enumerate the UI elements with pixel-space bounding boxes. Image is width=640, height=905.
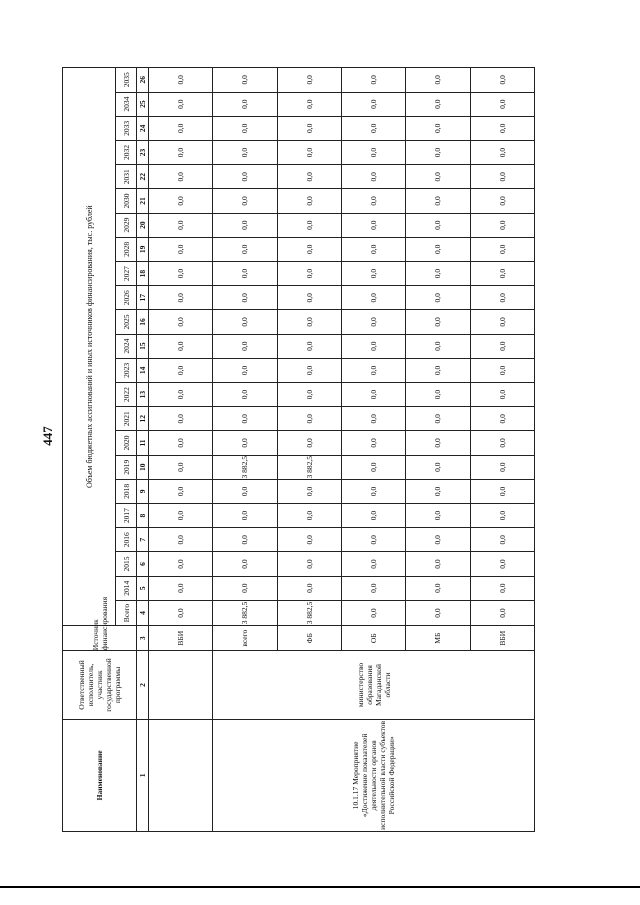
header-year: 2030 bbox=[116, 189, 137, 213]
value-cell: 0,0 bbox=[277, 576, 341, 600]
header-year: 2024 bbox=[116, 334, 137, 358]
name-cell bbox=[149, 719, 213, 831]
value-cell: 0,0 bbox=[277, 431, 341, 455]
value-cell: 0,0 bbox=[341, 140, 405, 164]
value-cell: 0,0 bbox=[213, 503, 277, 527]
column-number: 7 bbox=[137, 528, 149, 552]
value-cell: 0,0 bbox=[341, 286, 405, 310]
value-cell: 0,0 bbox=[341, 382, 405, 406]
column-number: 23 bbox=[137, 140, 149, 164]
value-cell: 0,0 bbox=[149, 237, 213, 261]
value-cell: 0,0 bbox=[470, 237, 534, 261]
column-number: 19 bbox=[137, 237, 149, 261]
value-cell: 0,0 bbox=[341, 189, 405, 213]
value-cell: 0,0 bbox=[470, 358, 534, 382]
value-cell: 0,0 bbox=[406, 503, 470, 527]
header-year: 2021 bbox=[116, 407, 137, 431]
value-cell: 0,0 bbox=[149, 116, 213, 140]
table-row bbox=[149, 68, 213, 832]
header-year: 2029 bbox=[116, 213, 137, 237]
value-cell: 0,0 bbox=[149, 68, 213, 93]
header-year: 2018 bbox=[116, 479, 137, 503]
value-cell: 0,0 bbox=[149, 334, 213, 358]
value-cell: 0,0 bbox=[406, 140, 470, 164]
value-cell: 0,0 bbox=[406, 552, 470, 576]
value-cell: 0,0 bbox=[149, 576, 213, 600]
value-cell: 0,0 bbox=[406, 116, 470, 140]
value-cell: 0,0 bbox=[406, 310, 470, 334]
header-row bbox=[63, 68, 116, 832]
header-year: 2031 bbox=[116, 165, 137, 189]
value-cell: 3 882,5 bbox=[213, 600, 277, 625]
column-number: 11 bbox=[137, 431, 149, 455]
value-cell: 0,0 bbox=[277, 552, 341, 576]
value-cell: 0,0 bbox=[341, 213, 405, 237]
value-cell: 0,0 bbox=[149, 165, 213, 189]
source-cell: ВБИ bbox=[470, 626, 534, 651]
rotated-table-wrapper bbox=[62, 67, 535, 832]
value-cell: 0,0 bbox=[470, 407, 534, 431]
header-source: Источник финансирования bbox=[63, 626, 137, 651]
value-cell: 0,0 bbox=[277, 261, 341, 285]
value-cell: 0,0 bbox=[213, 528, 277, 552]
value-cell: 0,0 bbox=[341, 310, 405, 334]
value-cell: 0,0 bbox=[213, 431, 277, 455]
column-number: 10 bbox=[137, 455, 149, 479]
column-number: 26 bbox=[137, 68, 149, 93]
value-cell: 0,0 bbox=[470, 382, 534, 406]
header-year: 2032 bbox=[116, 140, 137, 164]
responsible-cell bbox=[149, 651, 213, 720]
column-number: 3 bbox=[137, 626, 149, 651]
value-cell: 0,0 bbox=[149, 286, 213, 310]
value-cell: 0,0 bbox=[470, 286, 534, 310]
value-cell: 0,0 bbox=[149, 213, 213, 237]
value-cell: 0,0 bbox=[213, 213, 277, 237]
header-name: Наименование bbox=[63, 719, 137, 831]
value-cell: 0,0 bbox=[213, 479, 277, 503]
column-number: 12 bbox=[137, 407, 149, 431]
header-year: 2023 bbox=[116, 358, 137, 382]
header-year: 2028 bbox=[116, 237, 137, 261]
column-number: 17 bbox=[137, 286, 149, 310]
value-cell: 0,0 bbox=[406, 286, 470, 310]
value-cell: 0,0 bbox=[406, 382, 470, 406]
header-year: 2022 bbox=[116, 382, 137, 406]
source-cell: всего bbox=[213, 626, 277, 651]
value-cell: 0,0 bbox=[277, 479, 341, 503]
value-cell: 0,0 bbox=[277, 334, 341, 358]
value-cell: 0,0 bbox=[213, 116, 277, 140]
header-responsible: Ответственный исполнитель, участник государственной программы bbox=[63, 651, 137, 720]
value-cell: 3 882,5 bbox=[213, 455, 277, 479]
value-cell: 0,0 bbox=[149, 528, 213, 552]
value-cell: 0,0 bbox=[341, 407, 405, 431]
value-cell: 0,0 bbox=[470, 552, 534, 576]
header-year: 2017 bbox=[116, 503, 137, 527]
value-cell: 0,0 bbox=[406, 528, 470, 552]
value-cell: 0,0 bbox=[470, 528, 534, 552]
value-cell: 0,0 bbox=[277, 528, 341, 552]
value-cell: 0,0 bbox=[406, 407, 470, 431]
value-cell: 0,0 bbox=[277, 213, 341, 237]
header-year: 2035 bbox=[116, 68, 137, 93]
value-cell: 0,0 bbox=[277, 407, 341, 431]
value-cell: 0,0 bbox=[277, 310, 341, 334]
value-cell: 0,0 bbox=[213, 552, 277, 576]
footer-line bbox=[0, 886, 640, 888]
value-cell: 0,0 bbox=[470, 261, 534, 285]
value-cell: 0,0 bbox=[406, 600, 470, 625]
value-cell: 0,0 bbox=[406, 334, 470, 358]
value-cell: 0,0 bbox=[406, 68, 470, 93]
header-year: 2016 bbox=[116, 528, 137, 552]
value-cell: 0,0 bbox=[406, 189, 470, 213]
value-cell: 0,0 bbox=[470, 334, 534, 358]
header-year: 2019 bbox=[116, 455, 137, 479]
column-number: 15 bbox=[137, 334, 149, 358]
header-year: 2034 bbox=[116, 92, 137, 116]
value-cell: 0,0 bbox=[277, 140, 341, 164]
value-cell: 0,0 bbox=[213, 334, 277, 358]
value-cell: 0,0 bbox=[277, 358, 341, 382]
source-cell: ФБ bbox=[277, 626, 341, 651]
value-cell: 0,0 bbox=[277, 237, 341, 261]
value-cell: 0,0 bbox=[213, 382, 277, 406]
value-cell: 0,0 bbox=[341, 237, 405, 261]
column-number: 21 bbox=[137, 189, 149, 213]
header-year: 2014 bbox=[116, 576, 137, 600]
financing-table bbox=[62, 67, 535, 832]
value-cell: 0,0 bbox=[470, 213, 534, 237]
source-cell: ВБИ bbox=[149, 626, 213, 651]
value-cell: 0,0 bbox=[341, 261, 405, 285]
value-cell: 0,0 bbox=[149, 358, 213, 382]
value-cell: 0,0 bbox=[470, 503, 534, 527]
value-cell: 0,0 bbox=[341, 431, 405, 455]
header-year: 2015 bbox=[116, 552, 137, 576]
value-cell: 0,0 bbox=[149, 140, 213, 164]
value-cell: 0,0 bbox=[149, 431, 213, 455]
value-cell: 0,0 bbox=[213, 310, 277, 334]
measure-responsible: министерство образования Магаданской области bbox=[213, 651, 535, 720]
value-cell: 0,0 bbox=[213, 237, 277, 261]
header-year: 2026 bbox=[116, 286, 137, 310]
page-number: 447 bbox=[40, 426, 55, 446]
value-cell: 0,0 bbox=[406, 455, 470, 479]
value-cell: 0,0 bbox=[470, 140, 534, 164]
column-number: 8 bbox=[137, 503, 149, 527]
value-cell: 0,0 bbox=[341, 528, 405, 552]
value-cell: 0,0 bbox=[341, 165, 405, 189]
value-cell: 0,0 bbox=[277, 116, 341, 140]
source-cell: МБ bbox=[406, 626, 470, 651]
value-cell: 0,0 bbox=[470, 310, 534, 334]
measure-name: 10.1.17 Мероприятие «Достижение показателей деятельности органов исполнительной власти субъектов Российской Федерации» bbox=[213, 719, 535, 831]
value-cell: 0,0 bbox=[406, 213, 470, 237]
value-cell: 0,0 bbox=[406, 165, 470, 189]
value-cell: 0,0 bbox=[213, 189, 277, 213]
value-cell: 0,0 bbox=[406, 576, 470, 600]
column-number: 5 bbox=[137, 576, 149, 600]
header-total: Всего bbox=[116, 600, 137, 625]
value-cell: 3 882,5 bbox=[277, 600, 341, 625]
table-row bbox=[137, 68, 149, 832]
value-cell: 0,0 bbox=[406, 92, 470, 116]
value-cell: 0,0 bbox=[277, 286, 341, 310]
column-number: 6 bbox=[137, 552, 149, 576]
column-number: 18 bbox=[137, 261, 149, 285]
value-cell: 0,0 bbox=[406, 237, 470, 261]
value-cell: 0,0 bbox=[213, 576, 277, 600]
value-cell: 0,0 bbox=[470, 165, 534, 189]
column-number: 22 bbox=[137, 165, 149, 189]
column-number: 13 bbox=[137, 382, 149, 406]
value-cell: 0,0 bbox=[149, 189, 213, 213]
value-cell: 0,0 bbox=[149, 552, 213, 576]
value-cell: 0,0 bbox=[149, 479, 213, 503]
value-cell: 0,0 bbox=[149, 455, 213, 479]
value-cell: 0,0 bbox=[470, 479, 534, 503]
value-cell: 0,0 bbox=[149, 600, 213, 625]
value-cell: 0,0 bbox=[277, 68, 341, 93]
header-year: 2027 bbox=[116, 261, 137, 285]
table-row bbox=[213, 68, 277, 832]
value-cell: 0,0 bbox=[213, 140, 277, 164]
value-cell: 0,0 bbox=[149, 310, 213, 334]
column-number: 20 bbox=[137, 213, 149, 237]
column-number: 4 bbox=[137, 600, 149, 625]
value-cell: 0,0 bbox=[470, 431, 534, 455]
value-cell: 0,0 bbox=[406, 358, 470, 382]
header-volume: Объем бюджетных ассигнований и иных источников финансирования, тыс. рублей bbox=[63, 68, 116, 626]
value-cell: 0,0 bbox=[341, 116, 405, 140]
header-year: 2033 bbox=[116, 116, 137, 140]
value-cell: 0,0 bbox=[213, 92, 277, 116]
value-cell: 0,0 bbox=[406, 261, 470, 285]
value-cell: 0,0 bbox=[341, 92, 405, 116]
value-cell: 0,0 bbox=[341, 479, 405, 503]
header-year: 2020 bbox=[116, 431, 137, 455]
value-cell: 0,0 bbox=[341, 600, 405, 625]
value-cell: 0,0 bbox=[470, 189, 534, 213]
value-cell: 0,0 bbox=[406, 479, 470, 503]
column-number: 1 bbox=[137, 719, 149, 831]
value-cell: 0,0 bbox=[277, 92, 341, 116]
value-cell: 0,0 bbox=[149, 92, 213, 116]
header-year: 2025 bbox=[116, 310, 137, 334]
value-cell: 0,0 bbox=[470, 68, 534, 93]
value-cell: 0,0 bbox=[149, 261, 213, 285]
value-cell: 0,0 bbox=[470, 455, 534, 479]
value-cell: 0,0 bbox=[277, 189, 341, 213]
source-cell: ОБ bbox=[341, 626, 405, 651]
value-cell: 0,0 bbox=[341, 358, 405, 382]
value-cell: 0,0 bbox=[149, 382, 213, 406]
value-cell: 0,0 bbox=[470, 92, 534, 116]
value-cell: 0,0 bbox=[277, 382, 341, 406]
column-number: 14 bbox=[137, 358, 149, 382]
value-cell: 0,0 bbox=[213, 286, 277, 310]
value-cell: 0,0 bbox=[341, 503, 405, 527]
value-cell: 0,0 bbox=[470, 116, 534, 140]
column-number: 25 bbox=[137, 92, 149, 116]
column-number: 2 bbox=[137, 651, 149, 720]
value-cell: 0,0 bbox=[406, 431, 470, 455]
value-cell: 0,0 bbox=[277, 503, 341, 527]
value-cell: 0,0 bbox=[213, 261, 277, 285]
column-number: 24 bbox=[137, 116, 149, 140]
column-number: 9 bbox=[137, 479, 149, 503]
value-cell: 0,0 bbox=[341, 334, 405, 358]
value-cell: 0,0 bbox=[341, 68, 405, 93]
value-cell: 0,0 bbox=[341, 576, 405, 600]
value-cell: 0,0 bbox=[213, 407, 277, 431]
value-cell: 0,0 bbox=[470, 576, 534, 600]
column-number: 16 bbox=[137, 310, 149, 334]
value-cell: 0,0 bbox=[277, 165, 341, 189]
value-cell: 3 882,5 bbox=[277, 455, 341, 479]
value-cell: 0,0 bbox=[470, 600, 534, 625]
value-cell: 0,0 bbox=[149, 407, 213, 431]
value-cell: 0,0 bbox=[341, 455, 405, 479]
value-cell: 0,0 bbox=[341, 552, 405, 576]
value-cell: 0,0 bbox=[213, 165, 277, 189]
value-cell: 0,0 bbox=[213, 358, 277, 382]
value-cell: 0,0 bbox=[213, 68, 277, 93]
value-cell: 0,0 bbox=[149, 503, 213, 527]
